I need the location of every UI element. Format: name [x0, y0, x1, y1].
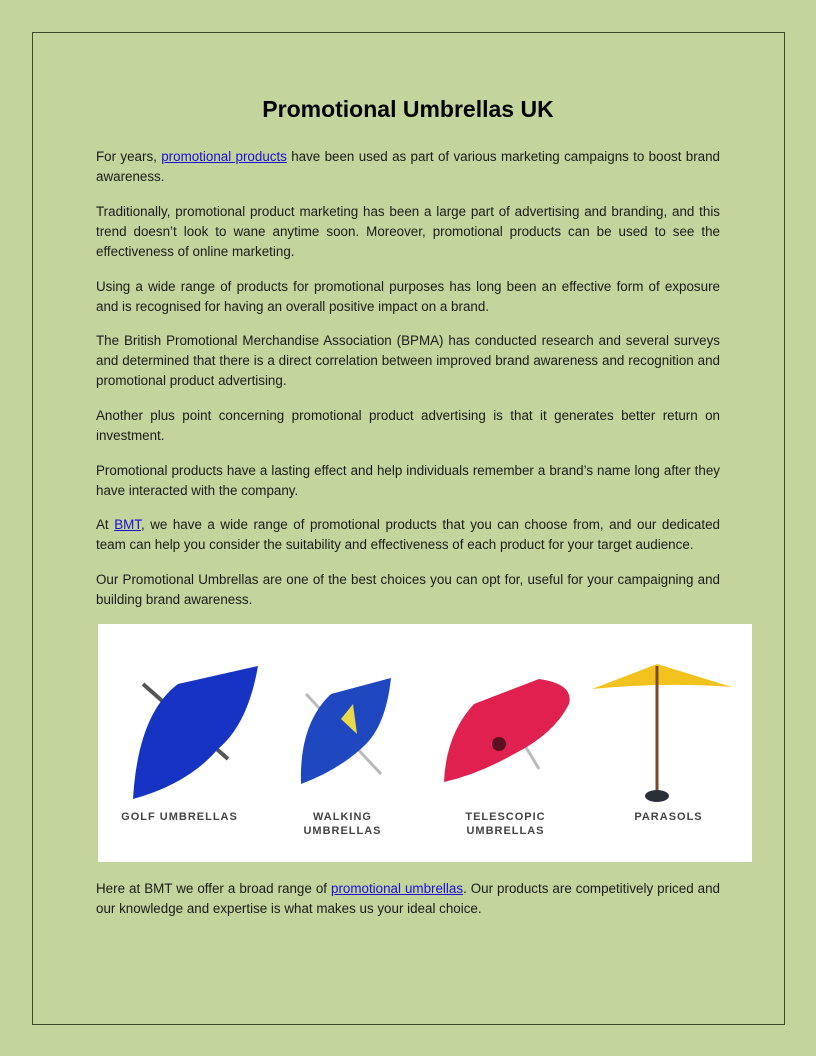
paragraph: Our Promotional Umbrellas are one of the best choices you can opt for, useful for your campaigning and building brand awareness.	[96, 572, 720, 607]
walking-umbrella	[261, 624, 424, 862]
parasol-icon	[587, 644, 750, 804]
parasol	[587, 624, 750, 862]
page-title: Promotional Umbrellas UK	[262, 96, 554, 122]
text: have been used as part of various marketing campaigns to boost brand awareness.	[96, 149, 721, 184]
promotional-umbrellas-link[interactable]: promotional umbrellas	[331, 881, 464, 896]
text: Here at BMT we offer a broad range of	[96, 881, 331, 896]
paragraph: Another plus point concerning promotional product advertising is that it generates better return on investment.	[96, 408, 720, 443]
paragraph: Traditionally, promotional product marketing has been a large part of advertising and branding, and this trend doesn’t look to wane anytime soon. Moreover, promotional products can be used to see the effectiveness of online marketing.	[96, 204, 720, 259]
golf-umbrella	[98, 624, 261, 862]
text: , we have a wide range of promotional products that you can choose from, and our dedicated team can help you consider the suitability and effectiveness of each product for your target audience.	[96, 517, 720, 552]
telescopic-umbrella	[424, 624, 587, 862]
caption: PARASOLS	[634, 811, 703, 823]
umbrella-products-image	[98, 624, 752, 862]
caption: GOLF UMBRELLAS	[121, 811, 238, 823]
golf-umbrella-icon	[98, 644, 261, 804]
paragraph: Using a wide range of products for promotional purposes has long been an effective form of exposure and is recognised for having an overall positive impact on a brand.	[96, 279, 720, 314]
promotional-products-link[interactable]: promotional products	[161, 149, 287, 164]
paragraph-bmt	[96, 515, 720, 555]
paragraph: Promotional products have a lasting effect and help individuals remember a brand’s name long after they have interacted with the company.	[96, 463, 720, 498]
text: At	[96, 517, 115, 532]
telescopic-umbrella-icon	[424, 644, 587, 804]
bmt-link[interactable]: BMT	[114, 517, 141, 532]
paragraph: The British Promotional Merchandise Association (BPMA) has conducted research and several surveys and determined that there is a direct correlation between improved brand awareness and recognition and promotional product advertising.	[96, 333, 720, 388]
walking-umbrella-icon	[261, 644, 424, 804]
caption: TELESCOPIC UMBRELLAS	[465, 811, 546, 837]
text: . Our products are competitively priced and our knowledge and expertise is what makes us your ideal choice.	[96, 881, 720, 916]
paragraph-closing	[96, 879, 720, 919]
paragraph-intro	[96, 147, 720, 187]
text: For years,	[96, 149, 162, 164]
caption: WALKING UMBRELLAS	[303, 811, 382, 837]
